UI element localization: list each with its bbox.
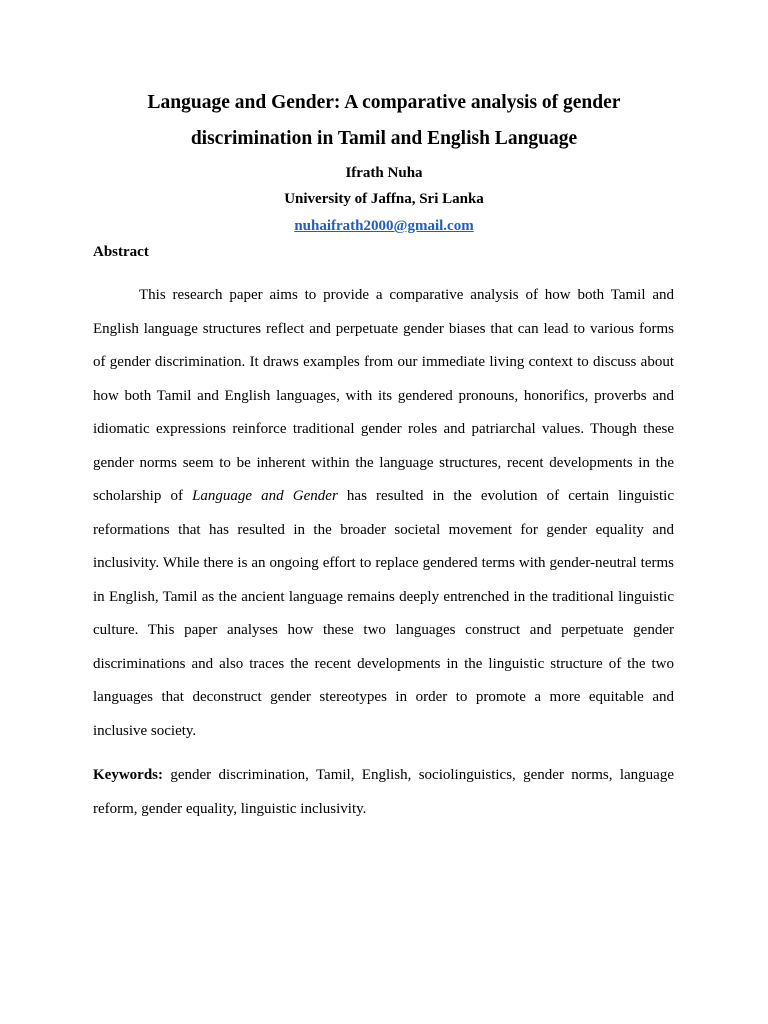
paper-title (93, 85, 675, 157)
author-email-link[interactable]: nuhaifrath2000@gmail.com (294, 218, 474, 234)
keywords-paragraph (93, 759, 674, 826)
paper-title-line-1: Language and Gender: A comparative analysis of gender (147, 92, 621, 113)
abstract-text-part-1: This research paper aims to provide a comparative analysis of how both Tamil and English language structures reflect and perpetuate gender biases that can lead to various forms of gender discrimination. It draws examples from our immediate living context to discuss about how both Tamil and English languages, with its gendered pronouns, honorifics, proverbs and idiomatic expressions reinforce traditional gender roles and patriarchal values. Though these gender norms seem to be inherent within the language structures, recent developments in the scholarship of (93, 287, 674, 504)
keywords-label: Keywords: (93, 767, 163, 783)
abstract-italic-term: Language and Gender (192, 488, 338, 504)
abstract-text-part-2: has resulted in the evolution of certain linguistic reformations that has resulted in the broader societal movement for gender equality and inclusivity. While there is an ongoing effort to replace gendered terms with gender-neutral terms in English, Tamil as the ancient language remains deeply entrenched in the traditional linguistic culture. This paper analyses how these two languages construct and perpetuate gender discriminations and also traces the recent developments in the linguistic structure of the two languages that deconstruct gender stereotypes in order to promote a more equitable and inclusive society. (93, 488, 674, 739)
abstract-heading: Abstract (93, 244, 149, 260)
author-block (93, 160, 675, 240)
author-name: Ifrath Nuha (345, 165, 423, 181)
paper-title-line-2: discrimination in Tamil and English Language (190, 128, 578, 149)
author-affiliation: University of Jaffna, Sri Lanka (284, 191, 484, 207)
keywords-list: gender discrimination, Tamil, English, sociolinguistics, gender norms, language reform, gender equality, linguistic inclusivity. (93, 767, 674, 817)
abstract-paragraph (93, 279, 674, 748)
